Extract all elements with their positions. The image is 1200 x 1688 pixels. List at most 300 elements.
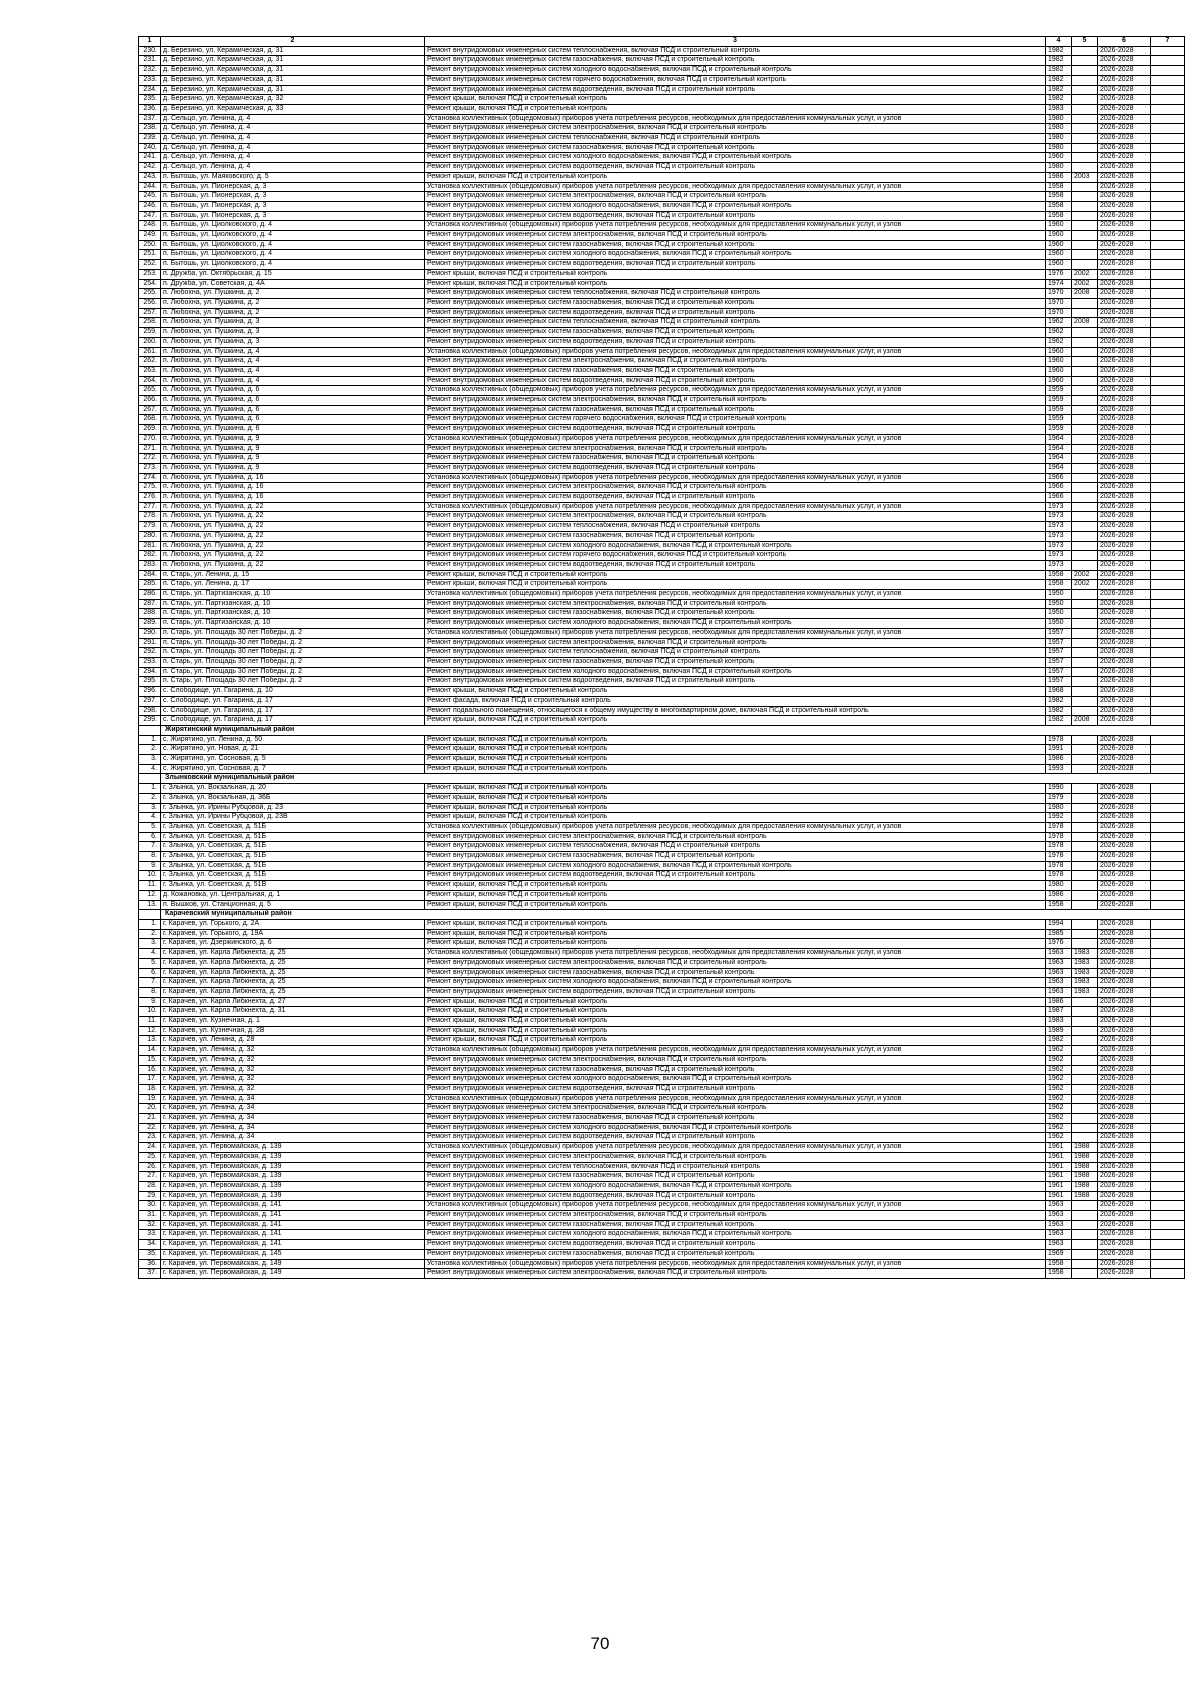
last-repair-year-cell (1072, 502, 1098, 512)
table-row (139, 66, 1185, 76)
last-repair-year-cell (1072, 852, 1098, 862)
table-row (139, 405, 1185, 415)
last-repair-year-cell (1072, 793, 1098, 803)
table-row (139, 1220, 1185, 1230)
planned-period-cell: 2026-2028 (1098, 454, 1151, 464)
build-year-cell: 1973 (1046, 512, 1072, 522)
row-number-cell: 5. (139, 822, 161, 832)
row-number-cell: 277. (139, 502, 161, 512)
row-number-cell: 258. (139, 318, 161, 328)
address-cell: п. Любохна, ул. Пушкина, д. 6 (161, 415, 425, 425)
extra-cell (1151, 279, 1185, 289)
build-year-cell: 1961 (1046, 1172, 1072, 1182)
planned-period-cell: 2026-2028 (1098, 599, 1151, 609)
table-row (139, 890, 1185, 900)
planned-period-cell: 2026-2028 (1098, 134, 1151, 144)
table-row (139, 231, 1185, 241)
extra-cell (1151, 1191, 1185, 1201)
work-type-cell: Ремонт внутридомовых инженерных систем теплоснабжения, включая ПСД и строительный контроль (425, 842, 1046, 852)
last-repair-year-cell (1072, 134, 1098, 144)
row-number-cell: 246. (139, 201, 161, 211)
build-year-cell: 1980 (1046, 143, 1072, 153)
row-number-cell: 288. (139, 609, 161, 619)
last-repair-year-cell (1072, 522, 1098, 532)
row-number-cell: 276. (139, 493, 161, 503)
address-cell: п. Бытошь, ул. Циолковского, д. 4 (161, 231, 425, 241)
last-repair-year-cell (1072, 124, 1098, 134)
planned-period-cell: 2026-2028 (1098, 512, 1151, 522)
work-type-cell: Ремонт внутридомовых инженерных систем водоотведения, включая ПСД и строительный контроль (425, 1191, 1046, 1201)
address-cell: г. Карачев, ул. Первомайская, д. 149 (161, 1269, 425, 1279)
last-repair-year-cell (1072, 143, 1098, 153)
table-row (139, 95, 1185, 105)
last-repair-year-cell (1072, 182, 1098, 192)
row-number-cell: 248. (139, 221, 161, 231)
table-row (139, 1114, 1185, 1124)
last-repair-year-cell (1072, 425, 1098, 435)
row-number-cell: 11. (139, 1017, 161, 1027)
work-type-cell: Ремонт внутридомовых инженерных систем водоотведения, включая ПСД и строительный контроль (425, 1240, 1046, 1250)
row-number-cell: 263. (139, 366, 161, 376)
table-row (139, 1191, 1185, 1201)
row-number-cell: 296. (139, 687, 161, 697)
extra-cell (1151, 949, 1185, 959)
last-repair-year-cell: 1983 (1072, 968, 1098, 978)
row-number-cell: 3. (139, 939, 161, 949)
address-cell: г. Карачев, ул. Горького, д. 2А (161, 919, 425, 929)
table-row (139, 1181, 1185, 1191)
work-type-cell: Ремонт внутридомовых инженерных систем электроснабжения, включая ПСД и строительный контроль (425, 444, 1046, 454)
build-year-cell: 1960 (1046, 347, 1072, 357)
planned-period-cell: 2026-2028 (1098, 337, 1151, 347)
last-repair-year-cell (1072, 667, 1098, 677)
planned-period-cell: 2026-2028 (1098, 667, 1151, 677)
row-number-cell: 7. (139, 978, 161, 988)
address-cell: п. Бытошь, ул. Пионерская, д. 3 (161, 182, 425, 192)
table-row (139, 541, 1185, 551)
address-cell: с. Слободище, ул. Гагарина, д. 17 (161, 696, 425, 706)
table-row (139, 570, 1185, 580)
table-row (139, 1152, 1185, 1162)
address-cell: с. Жирятино, ул. Ленина, д. 50 (161, 735, 425, 745)
table-row (139, 240, 1185, 250)
last-repair-year-cell: 1988 (1072, 1143, 1098, 1153)
extra-cell (1151, 735, 1185, 745)
table-row (139, 182, 1185, 192)
last-repair-year-cell (1072, 1114, 1098, 1124)
work-type-cell: Ремонт внутридомовых инженерных систем водоотведения, включая ПСД и строительный контроль (425, 211, 1046, 221)
table-row (139, 1259, 1185, 1269)
extra-cell (1151, 997, 1185, 1007)
planned-period-cell: 2026-2028 (1098, 95, 1151, 105)
address-cell: п. Любохна, ул. Пушкина, д. 22 (161, 541, 425, 551)
planned-period-cell: 2026-2028 (1098, 124, 1151, 134)
build-year-cell: 1963 (1046, 949, 1072, 959)
build-year-cell: 1960 (1046, 366, 1072, 376)
build-year-cell: 1957 (1046, 658, 1072, 668)
last-repair-year-cell (1072, 1007, 1098, 1017)
row-number-cell: 2. (139, 745, 161, 755)
extra-cell (1151, 1133, 1185, 1143)
row-number-cell: 4. (139, 813, 161, 823)
work-type-cell: Ремонт внутридомовых инженерных систем газоснабжения, включая ПСД и строительный контроль (425, 328, 1046, 338)
build-year-cell: 1957 (1046, 667, 1072, 677)
planned-period-cell: 2026-2028 (1098, 813, 1151, 823)
table-row (139, 1084, 1185, 1094)
planned-period-cell: 2026-2028 (1098, 628, 1151, 638)
row-number-cell: 15. (139, 1055, 161, 1065)
row-number-cell: 281. (139, 541, 161, 551)
row-number-cell: 280. (139, 531, 161, 541)
work-type-cell: Ремонт крыши, включая ПСД и строительный контроль (425, 784, 1046, 794)
extra-cell (1151, 66, 1185, 76)
build-year-cell: 1950 (1046, 609, 1072, 619)
extra-cell (1151, 1211, 1185, 1221)
row-number-cell: 4. (139, 764, 161, 774)
row-number-cell: 3. (139, 755, 161, 765)
build-year-cell: 1978 (1046, 822, 1072, 832)
extra-cell (1151, 813, 1185, 823)
address-cell: п. Старь, ул. Площадь 30 лет Победы, д. 2 (161, 677, 425, 687)
row-number-cell: 259. (139, 328, 161, 338)
build-year-cell: 1982 (1046, 66, 1072, 76)
extra-cell (1151, 1055, 1185, 1065)
address-cell: с. Слободище, ул. Гагарина, д. 10 (161, 687, 425, 697)
work-type-cell: Ремонт крыши, включая ПСД и строительный контроль (425, 279, 1046, 289)
address-cell: г. Карачев, ул. Ленина, д. 32 (161, 1065, 425, 1075)
work-type-cell: Установка коллективных (общедомовых) приборов учета потребления ресурсов, необходимых для предоставления коммунальных услуг, и узлов (425, 434, 1046, 444)
address-cell: д. Сельцо, ул. Ленина, д. 4 (161, 163, 425, 173)
table-row (139, 376, 1185, 386)
planned-period-cell: 2026-2028 (1098, 415, 1151, 425)
work-type-cell: Ремонт внутридомовых инженерных систем электроснабжения, включая ПСД и строительный контроль (425, 1104, 1046, 1114)
last-repair-year-cell: 2002 (1072, 580, 1098, 590)
last-repair-year-cell (1072, 1046, 1098, 1056)
build-year-cell: 1963 (1046, 987, 1072, 997)
address-cell: д. Сельцо, ул. Ленина, д. 4 (161, 134, 425, 144)
planned-period-cell: 2026-2028 (1098, 85, 1151, 95)
section-header-row (139, 910, 1185, 920)
extra-cell (1151, 871, 1185, 881)
address-cell: д. Березино, ул. Керамическая, д. 31 (161, 46, 425, 56)
extra-cell (1151, 570, 1185, 580)
table-row (139, 502, 1185, 512)
build-year-cell: 1957 (1046, 628, 1072, 638)
work-type-cell: Ремонт внутридомовых инженерных систем теплоснабжения, включая ПСД и строительный контроль (425, 134, 1046, 144)
extra-cell (1151, 541, 1185, 551)
table-row (139, 357, 1185, 367)
work-type-cell: Ремонт крыши, включая ПСД и строительный контроль (425, 570, 1046, 580)
extra-cell (1151, 298, 1185, 308)
work-type-cell: Ремонт внутридомовых инженерных систем электроснабжения, включая ПСД и строительный контроль (425, 832, 1046, 842)
work-type-cell: Ремонт крыши, включая ПСД и строительный контроль (425, 580, 1046, 590)
work-type-cell: Ремонт подвального помещения, относящегося к общему имуществу в многоквартирном доме, включая ПСД и строительный контроль (425, 706, 1046, 716)
work-type-cell: Ремонт крыши, включая ПСД и строительный контроль (425, 939, 1046, 949)
address-cell: п. Дружба, ул. Советская, д. 4А (161, 279, 425, 289)
last-repair-year-cell (1072, 803, 1098, 813)
last-repair-year-cell (1072, 347, 1098, 357)
row-number-cell: 6. (139, 832, 161, 842)
last-repair-year-cell: 2002 (1072, 279, 1098, 289)
planned-period-cell: 2026-2028 (1098, 1094, 1151, 1104)
address-cell: г. Карачев, ул. Карла Либкнехта, д. 25 (161, 987, 425, 997)
last-repair-year-cell (1072, 696, 1098, 706)
build-year-cell: 1973 (1046, 541, 1072, 551)
table-row (139, 735, 1185, 745)
build-year-cell: 1973 (1046, 502, 1072, 512)
row-number-cell: 269. (139, 425, 161, 435)
work-type-cell: Ремонт внутридомовых инженерных систем электроснабжения, включая ПСД и строительный контроль (425, 958, 1046, 968)
extra-cell (1151, 269, 1185, 279)
last-repair-year-cell (1072, 1017, 1098, 1027)
planned-period-cell: 2026-2028 (1098, 706, 1151, 716)
table-row (139, 221, 1185, 231)
planned-period-cell: 2026-2028 (1098, 1220, 1151, 1230)
table-row (139, 104, 1185, 114)
build-year-cell: 1969 (1046, 1249, 1072, 1259)
build-year-cell: 1966 (1046, 483, 1072, 493)
build-year-cell: 1973 (1046, 560, 1072, 570)
address-cell: п. Любохна, ул. Пушкина, д. 16 (161, 493, 425, 503)
work-type-cell: Ремонт внутридомовых инженерных систем теплоснабжения, включая ПСД и строительный контроль (425, 46, 1046, 56)
build-year-cell: 1960 (1046, 376, 1072, 386)
extra-cell (1151, 793, 1185, 803)
extra-cell (1151, 716, 1185, 726)
extra-cell (1151, 357, 1185, 367)
table-row (139, 1017, 1185, 1027)
last-repair-year-cell (1072, 735, 1098, 745)
table-row (139, 85, 1185, 95)
planned-period-cell: 2026-2028 (1098, 396, 1151, 406)
extra-cell (1151, 939, 1185, 949)
planned-period-cell: 2026-2028 (1098, 56, 1151, 66)
extra-cell (1151, 502, 1185, 512)
build-year-cell: 1964 (1046, 463, 1072, 473)
row-number-cell: 9. (139, 997, 161, 1007)
extra-cell (1151, 764, 1185, 774)
planned-period-cell: 2026-2028 (1098, 522, 1151, 532)
build-year-cell: 1962 (1046, 1055, 1072, 1065)
build-year-cell: 1959 (1046, 425, 1072, 435)
table-row (139, 1143, 1185, 1153)
table-row (139, 298, 1185, 308)
row-number-cell: 262. (139, 357, 161, 367)
table-row (139, 114, 1185, 124)
build-year-cell: 1962 (1046, 1084, 1072, 1094)
planned-period-cell: 2026-2028 (1098, 201, 1151, 211)
build-year-cell: 1962 (1046, 1075, 1072, 1085)
extra-cell (1151, 512, 1185, 522)
table-row (139, 1007, 1185, 1017)
last-repair-year-cell: 1988 (1072, 1162, 1098, 1172)
planned-period-cell: 2026-2028 (1098, 735, 1151, 745)
table-row (139, 260, 1185, 270)
row-number-cell: 19. (139, 1094, 161, 1104)
planned-period-cell: 2026-2028 (1098, 434, 1151, 444)
last-repair-year-cell (1072, 628, 1098, 638)
planned-period-cell: 2026-2028 (1098, 852, 1151, 862)
row-number-cell: 35. (139, 1249, 161, 1259)
planned-period-cell: 2026-2028 (1098, 386, 1151, 396)
work-type-cell: Ремонт внутридомовых инженерных систем газоснабжения, включая ПСД и строительный контроль (425, 968, 1046, 978)
last-repair-year-cell (1072, 473, 1098, 483)
work-type-cell: Ремонт внутридомовых инженерных систем электроснабжения, включая ПСД и строительный контроль (425, 512, 1046, 522)
last-repair-year-cell: 1988 (1072, 1191, 1098, 1201)
row-number-cell: 25. (139, 1152, 161, 1162)
last-repair-year-cell (1072, 95, 1098, 105)
col-header-1: 1 (139, 37, 161, 47)
extra-cell (1151, 1065, 1185, 1075)
last-repair-year-cell (1072, 366, 1098, 376)
extra-cell (1151, 619, 1185, 629)
work-type-cell: Ремонт внутридомовых инженерных систем горячего водоснабжения, включая ПСД и строительный контроль (425, 415, 1046, 425)
row-number-cell: 270. (139, 434, 161, 444)
work-type-cell: Ремонт внутридомовых инженерных систем газоснабжения, включая ПСД и строительный контроль (425, 609, 1046, 619)
planned-period-cell: 2026-2028 (1098, 919, 1151, 929)
row-number-cell: 2. (139, 793, 161, 803)
extra-cell (1151, 1220, 1185, 1230)
address-cell: п. Старь, ул. Площадь 30 лет Победы, д. 2 (161, 638, 425, 648)
build-year-cell: 1986 (1046, 997, 1072, 1007)
row-number-cell: 230. (139, 46, 161, 56)
build-year-cell: 1980 (1046, 881, 1072, 891)
work-type-cell: Ремонт внутридомовых инженерных систем газоснабжения, включая ПСД и строительный контроль (425, 143, 1046, 153)
work-type-cell: Ремонт крыши, включая ПСД и строительный контроль (425, 900, 1046, 910)
table-row (139, 687, 1185, 697)
work-type-cell: Ремонт крыши, включая ПСД и строительный контроль (425, 919, 1046, 929)
table-row (139, 211, 1185, 221)
row-number-cell: 252. (139, 260, 161, 270)
build-year-cell: 1980 (1046, 803, 1072, 813)
table-row (139, 1201, 1185, 1211)
planned-period-cell: 2026-2028 (1098, 1191, 1151, 1201)
row-number-cell: 28. (139, 1181, 161, 1191)
last-repair-year-cell (1072, 551, 1098, 561)
table-row (139, 822, 1185, 832)
row-number-cell: 284. (139, 570, 161, 580)
last-repair-year-cell (1072, 900, 1098, 910)
address-cell: г. Злынка, ул. Советская, д. 51Б (161, 871, 425, 881)
build-year-cell: 1963 (1046, 1240, 1072, 1250)
row-number-cell: 257. (139, 308, 161, 318)
address-cell: п. Любохна, ул. Пушкина, д. 22 (161, 512, 425, 522)
row-number-cell: 1. (139, 735, 161, 745)
address-cell: п. Бытошь, ул. Циолковского, д. 4 (161, 260, 425, 270)
build-year-cell: 1978 (1046, 852, 1072, 862)
planned-period-cell: 2026-2028 (1098, 1181, 1151, 1191)
planned-period-cell: 2026-2028 (1098, 949, 1151, 959)
extra-cell (1151, 1201, 1185, 1211)
work-type-cell: Ремонт крыши, включая ПСД и строительный контроль (425, 716, 1046, 726)
extra-cell (1151, 919, 1185, 929)
extra-cell (1151, 881, 1185, 891)
extra-cell (1151, 658, 1185, 668)
row-number-cell: 30. (139, 1201, 161, 1211)
planned-period-cell: 2026-2028 (1098, 1065, 1151, 1075)
extra-cell (1151, 1084, 1185, 1094)
last-repair-year-cell (1072, 658, 1098, 668)
planned-period-cell: 2026-2028 (1098, 842, 1151, 852)
address-cell: г. Карачев, ул. Кузнечная, д. 1 (161, 1017, 425, 1027)
table-row (139, 978, 1185, 988)
work-type-cell: Ремонт внутридомовых инженерных систем газоснабжения, включая ПСД и строительный контроль (425, 405, 1046, 415)
table-row (139, 1123, 1185, 1133)
build-year-cell: 1964 (1046, 444, 1072, 454)
build-year-cell: 1963 (1046, 1220, 1072, 1230)
extra-cell (1151, 415, 1185, 425)
work-type-cell: Ремонт крыши, включая ПСД и строительный контроль (425, 813, 1046, 823)
page-number: 70 (590, 1634, 610, 1653)
last-repair-year-cell: 2002 (1072, 269, 1098, 279)
build-year-cell: 1959 (1046, 386, 1072, 396)
last-repair-year-cell (1072, 861, 1098, 871)
work-type-cell: Ремонт внутридомовых инженерных систем холодного водоснабжения, включая ПСД и строительный контроль (425, 861, 1046, 871)
table-row (139, 1269, 1185, 1279)
extra-cell (1151, 95, 1185, 105)
build-year-cell: 1958 (1046, 580, 1072, 590)
extra-cell (1151, 153, 1185, 163)
work-type-cell: Ремонт крыши, включая ПСД и строительный контроль (425, 890, 1046, 900)
build-year-cell: 1959 (1046, 405, 1072, 415)
table-row (139, 968, 1185, 978)
extra-cell (1151, 1036, 1185, 1046)
work-type-cell: Ремонт внутридомовых инженерных систем электроснабжения, включая ПСД и строительный контроль (425, 1152, 1046, 1162)
planned-period-cell: 2026-2028 (1098, 240, 1151, 250)
build-year-cell: 1960 (1046, 231, 1072, 241)
row-number-cell: 274. (139, 473, 161, 483)
extra-cell (1151, 85, 1185, 95)
extra-cell (1151, 1162, 1185, 1172)
extra-cell (1151, 677, 1185, 687)
address-cell: п. Бытошь, ул. Маяковского, д. 5 (161, 172, 425, 182)
table-row (139, 522, 1185, 532)
last-repair-year-cell (1072, 1211, 1098, 1221)
build-year-cell: 1968 (1046, 687, 1072, 697)
extra-cell (1151, 706, 1185, 716)
planned-period-cell: 2026-2028 (1098, 318, 1151, 328)
table-row (139, 619, 1185, 629)
extra-cell (1151, 852, 1185, 862)
row-number-cell: 292. (139, 648, 161, 658)
table-row (139, 531, 1185, 541)
planned-period-cell: 2026-2028 (1098, 958, 1151, 968)
work-type-cell: Установка коллективных (общедомовых) приборов учета потребления ресурсов, необходимых для предоставления коммунальных услуг, и узлов (425, 1094, 1046, 1104)
row-number-cell: 249. (139, 231, 161, 241)
extra-cell (1151, 240, 1185, 250)
address-cell: г. Карачев, ул. Ленина, д. 34 (161, 1104, 425, 1114)
row-number-cell: 243. (139, 172, 161, 182)
work-type-cell: Ремонт внутридомовых инженерных систем электроснабжения, включая ПСД и строительный контроль (425, 1211, 1046, 1221)
address-cell: п. Любохна, ул. Пушкина, д. 22 (161, 560, 425, 570)
table-row (139, 755, 1185, 765)
extra-cell (1151, 473, 1185, 483)
address-cell: г. Карачев, ул. Первомайская, д. 139 (161, 1172, 425, 1182)
work-type-cell: Ремонт внутридомовых инженерных систем холодного водоснабжения, включая ПСД и строительный контроль (425, 1123, 1046, 1133)
work-type-cell: Установка коллективных (общедомовых) приборов учета потребления ресурсов, необходимых для предоставления коммунальных услуг, и узлов (425, 1201, 1046, 1211)
extra-cell (1151, 890, 1185, 900)
last-repair-year-cell (1072, 832, 1098, 842)
last-repair-year-cell (1072, 308, 1098, 318)
build-year-cell: 1986 (1046, 172, 1072, 182)
build-year-cell: 1976 (1046, 939, 1072, 949)
build-year-cell: 1973 (1046, 531, 1072, 541)
row-number-cell: 282. (139, 551, 161, 561)
planned-period-cell: 2026-2028 (1098, 405, 1151, 415)
table-row (139, 134, 1185, 144)
extra-cell (1151, 134, 1185, 144)
build-year-cell: 1959 (1046, 415, 1072, 425)
planned-period-cell: 2026-2028 (1098, 1269, 1151, 1279)
